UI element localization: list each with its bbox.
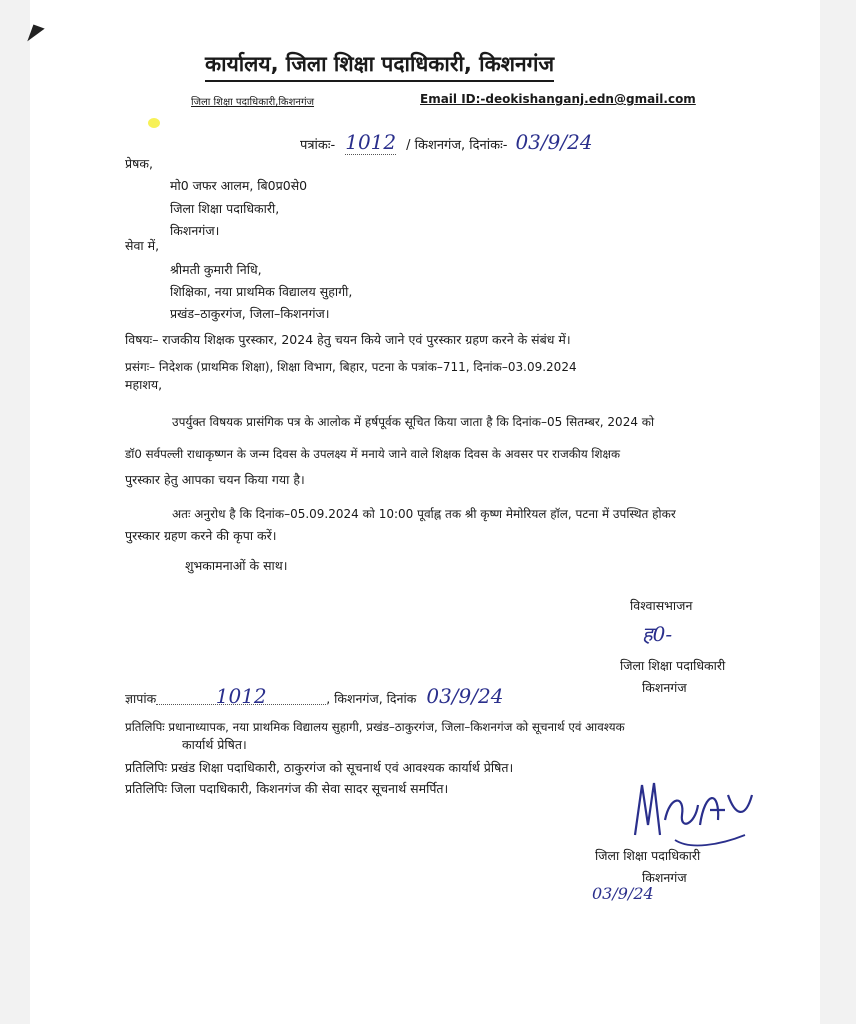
ref-date: 03/9/24 xyxy=(515,130,593,154)
salutation: महाशय, xyxy=(125,377,163,392)
body-line: उपर्युक्त विषयक प्रासंगिक पत्र के आलोक में हर्षपूर्वक सूचित किया जाता है कि दिनांक–05 सितम्बर, 2024 को xyxy=(172,415,655,429)
corner-mark xyxy=(27,24,44,45)
recipient-line: श्रीमती कुमारी निधि, xyxy=(170,262,262,277)
signatory-place: किशनगंज xyxy=(642,680,687,695)
body-line: डॉ0 सर्वपल्ली राधाकृष्णन के जन्म दिवस के उपलक्ष्य में मनाये जाने वाले शिक्षक दिवस के अवसर पर राजकीय शिक्षक xyxy=(125,447,621,461)
sender-line: मो0 जफर आलम, बि0प्र0से0 xyxy=(170,178,308,193)
copy-line: प्रतिलिपिः प्रखंड शिक्षा पदाधिकारी, ठाकुरगंज को सूचनार्थ एवं आवश्यक कार्यार्थ प्रेषित। xyxy=(125,760,514,775)
copy-line: कार्यार्थ प्रेषित। xyxy=(182,737,247,752)
memo-label: ज्ञापांक xyxy=(125,691,157,706)
office-subtitle: जिला शिक्षा पदाधिकारी,किशनगंज xyxy=(191,97,315,108)
closing-line: शुभकामनाओं के साथ। xyxy=(185,558,288,573)
office-email: Email ID:-deokishanganj.edn@gmail.com xyxy=(420,92,696,106)
memo-date: 03/9/24 xyxy=(426,684,504,708)
sender-label: प्रेषक, xyxy=(125,156,153,171)
copy-line: प्रतिलिपिः प्रधानाध्यापक, नया प्राथमिक विद्यालय सुहागी, प्रखंड–ठाकुरगंज, जिला–किशनगंज को सूचनार्थ एवं आवश्यक xyxy=(125,720,625,734)
body-line: अतः अनुरोध है कि दिनांक–05.09.2024 को 10:00 पूर्वाह्न तक श्री कृष्ण मेमोरियल हॉल, पटना में उपस्थित होकर xyxy=(172,507,676,521)
ref-number: 1012 xyxy=(345,130,397,154)
letter-page xyxy=(30,0,820,1024)
memo-number: 1012 xyxy=(156,688,326,705)
final-designation: जिला शिक्षा पदाधिकारी xyxy=(595,848,701,863)
highlighter-mark xyxy=(148,118,160,128)
handwritten-signature xyxy=(620,765,760,855)
signatory-designation: जिला शिक्षा पदाधिकारी xyxy=(620,658,726,673)
sender-line: जिला शिक्षा पदाधिकारी, xyxy=(170,201,280,216)
final-place: किशनगंज xyxy=(642,870,687,885)
subject-line: विषयः– राजकीय शिक्षक पुरस्कार, 2024 हेतु चयन किये जाने एवं पुरस्कार ग्रहण करने के संबंध में। xyxy=(125,332,571,347)
memo-place-date-label: , किशनगंज, दिनांक xyxy=(326,691,417,706)
recipient-label: सेवा में, xyxy=(125,238,160,253)
sender-line: किशनगंज। xyxy=(170,223,220,238)
signed-initial: ह0- xyxy=(642,622,673,646)
context-line: प्रसंगः– निदेशक (प्राथमिक शिक्षा), शिक्षा विभाग, बिहार, पटना के पत्रांक–711, दिनांक–03.09.2024 xyxy=(125,360,577,374)
body-line: पुरस्कार हेतु आपका चयन किया गया है। xyxy=(125,472,305,487)
final-date: 03/9/24 xyxy=(592,884,654,903)
recipient-line: शिक्षिका, नया प्राथमिक विद्यालय सुहागी, xyxy=(170,284,353,299)
ref-place-date-label: / किशनगंज, दिनांकः- xyxy=(406,138,508,153)
yours-faithfully: विश्वासभाजन xyxy=(630,598,693,613)
office-title: कार्यालय, जिला शिक्षा पदाधिकारी, किशनगंज xyxy=(205,50,554,82)
ref-line xyxy=(300,130,593,154)
recipient-line: प्रखंड–ठाकुरगंज, जिला–किशनगंज। xyxy=(170,306,330,321)
ref-label: पत्रांकः- xyxy=(300,138,336,153)
copy-line: प्रतिलिपिः जिला पदाधिकारी, किशनगंज की सेवा सादर सूचनार्थ समर्पित। xyxy=(125,781,449,796)
memo-line xyxy=(125,684,504,708)
body-line: पुरस्कार ग्रहण करने की कृपा करें। xyxy=(125,528,277,543)
